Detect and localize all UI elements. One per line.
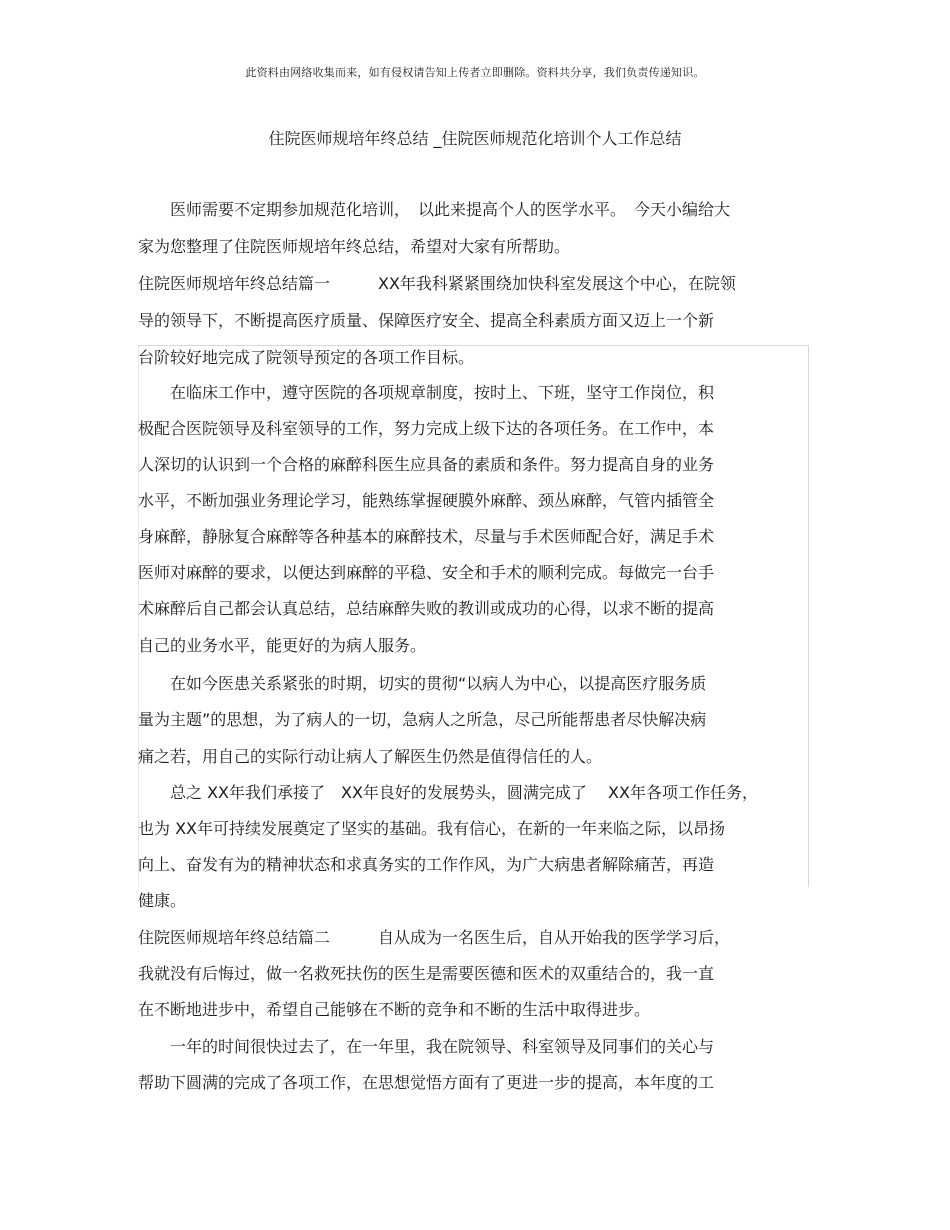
body-line: 向上、奋发有为的精神状态和求真务实的工作作风，为广大病患者解除痛苦，再造	[138, 855, 715, 874]
body-line: 也为 XX年可持续发展奠定了坚实的基础。我有信心，在新的一年来临之际，以昂扬	[138, 819, 726, 838]
body-line: 住院医师规培年终总结篇一 XX年我科紧紧围绕加快科室发展这个中心，在院领	[138, 274, 736, 293]
body-line: 帮助下圆满的完成了各项工作，在思想觉悟方面有了更进一步的提高，本年度的工	[138, 1073, 715, 1092]
body-line: 台阶较好地完成了院领导预定的各项工作目标。	[138, 348, 475, 367]
body-line: 一年的时间很快过去了，在一年里，我在院领导、科室领导及同事们的关心与	[138, 1037, 715, 1056]
body-line: 住院医师规培年终总结篇二 自从成为一名医生后，自从开始我的医学学习后，	[138, 928, 731, 947]
body-line: 医师对麻醉的要求，以便达到麻醉的平稳、安全和手术的顺利完成。每做完一台手	[138, 563, 715, 582]
document-title: 住院医师规培年终总结 _住院医师规范化培训个人工作总结	[268, 129, 682, 148]
body-line: 极配合医院领导及科室领导的工作，努力完成上级下达的各项任务。在工作中，本	[138, 419, 715, 438]
body-line: 我就没有后悔过，做一名救死扶伤的医生是需要医德和医术的双重结合的，我一直	[138, 964, 715, 983]
body-line: 人深切的认识到一个合格的麻醉科医生应具备的素质和条件。努力提高自身的业务	[138, 455, 715, 474]
body-line: 身麻醉，静脉复合麻醉等各种基本的麻醉技术，尽量与手术医师配合好，满足手术	[138, 527, 715, 546]
body-line: 量为主题”的思想，为了病人的一切，急病人之所急，尽己所能帮患者尽快解决病	[138, 710, 707, 729]
body-line: 导的领导下，不断提高医疗质量、保障医疗安全、提高全科素质方面又迈上一个新	[138, 311, 715, 330]
body-line: 在不断地进步中，希望自己能够在不断的竞争和不断的生活中取得进步。	[138, 1000, 651, 1019]
body-line: 水平，不断加强业务理论学习，能熟练掌握硬膜外麻醉、颈丛麻醉，气管内插管全	[138, 491, 715, 510]
body-line: 总之 XX年我们承接了 XX年良好的发展势头，圆满完成了 XX年各项工作任务，	[138, 783, 758, 802]
copyright-disclaimer: 此资料由网络收集而来，如有侵权请告知上传者立即删除。资料共分享，我们负责传递知识。	[245, 66, 705, 79]
body-line: 医师需要不定期参加规范化培训， 以此来提高个人的医学水平。 今天小编给大	[138, 200, 731, 219]
body-line: 痛之若，用自己的实际行动让病人了解医生仍然是值得信任的人。	[138, 747, 603, 766]
body-line: 术麻醉后自己都会认真总结，总结麻醉失败的教训或成功的心得，以求不断的提高	[138, 599, 715, 618]
body-line: 在临床工作中，遵守医院的各项规章制度，按时上、下班，坚守工作岗位，积	[138, 383, 715, 402]
body-line: 自己的业务水平，能更好的为病人服务。	[138, 636, 427, 655]
body-line: 在如今医患关系紧张的时期，切实的贯彻“以病人为中心，以提高医疗服务质	[138, 674, 707, 693]
body-line: 健康。	[138, 891, 187, 910]
body-line: 家为您整理了住院医师规培年终总结，希望对大家有所帮助。	[138, 237, 571, 256]
